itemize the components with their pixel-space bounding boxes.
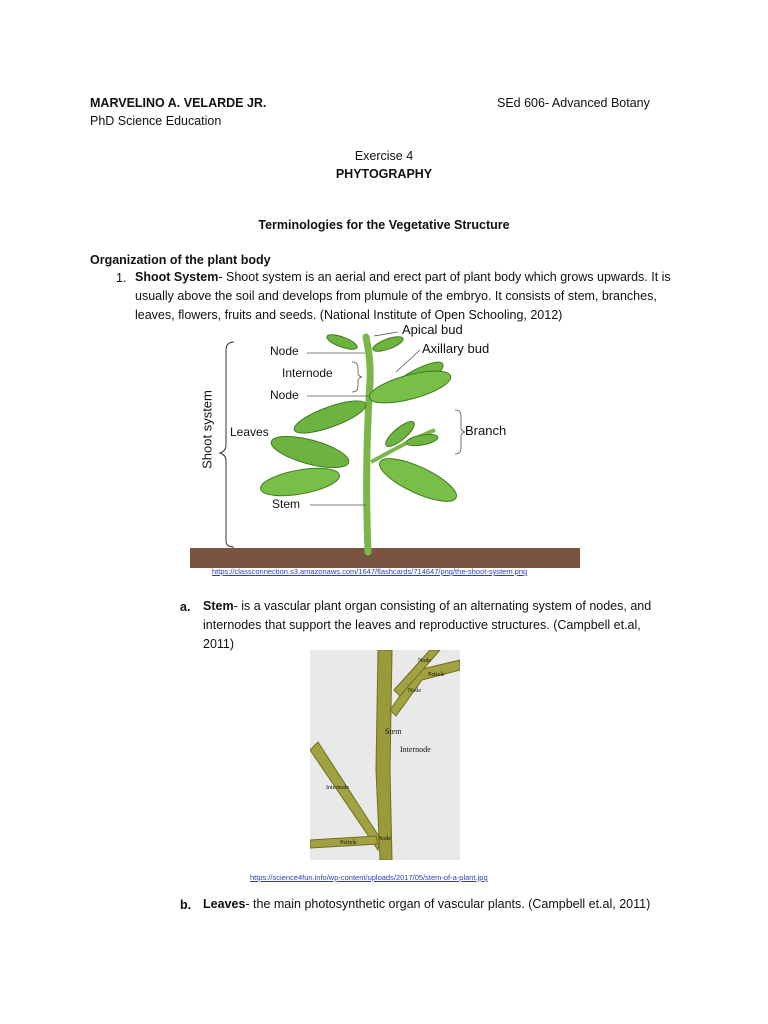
shoot-system-figure [190,322,580,570]
exercise-title: PHYTOGRAPHY [335,167,433,181]
label-internode: Internode [282,366,333,380]
label-node-bottom: Node [378,836,391,842]
list-marker-a: a. [180,600,191,614]
shoot-system-text: - Shoot system is an aerial and erect part of plant body which grows upwards. It is usually above the soil and develops from plumule of the embryo. It consists of stem, branches, leaves, flowers, fruits and seeds. (National Institute of Open Schooling, 2012) [135,270,671,322]
figure1-source-link[interactable]: https://classconnection.s3.amazonaws.com/1647/flashcards/714647/png/the-shoot-system.png [212,567,528,576]
leaves-term: Leaves [203,897,246,911]
label-stem: Stem [385,727,402,736]
label-petiole-bottom: Petiole [340,840,357,846]
list-marker-1: 1. [116,271,127,285]
label-leaves: Leaves [230,425,269,439]
stem-illustration [310,650,460,860]
subsection-title: Organization of the plant body [90,253,271,267]
shoot-system-term: Shoot System [135,270,219,284]
shoot-system-paragraph [135,268,675,325]
label-internode-branch: Internode [326,785,349,791]
figure2-source-link[interactable]: https://science4fun.info/wp-content/uploads/2017/05/stem-of-a-plant.jpg [250,873,488,882]
shoot-system-illustration [190,322,580,570]
label-node-top: Node [270,344,299,358]
stem-figure [310,650,460,860]
author-name: MARVELINO A. VELARDE JR. [90,96,267,110]
label-shoot-system: Shoot system [199,390,215,469]
stem-text: - is a vascular plant organ consisting of an alternating system of nodes, and internodes that support the leaves and reproductive structures. (Campbell et.al, 2011) [203,599,652,651]
label-apical-bud: Apical bud [402,322,463,337]
course-title: SEd 606- Advanced Botany [497,96,650,110]
section-title: Terminologies for the Vegetative Structure [258,218,510,232]
label-node-mid: Node [270,388,299,402]
soil-band [190,548,580,568]
stem-paragraph [203,597,673,654]
label-stem: Stem [272,497,301,511]
exercise-number: Exercise 4 [354,149,414,163]
label-node-top: Node [418,658,431,664]
label-petiole-top: Petiole [428,672,445,678]
leaves-paragraph [203,895,683,914]
stem-term: Stem [203,599,234,613]
label-node-upper: Node [408,688,421,694]
label-axillary-bud: Axillary bud [422,341,490,356]
leaves-text: - the main photosynthetic organ of vascular plants. (Campbell et.al, 2011) [245,897,651,911]
label-internode-main: Internode [400,745,431,754]
program-name: PhD Science Education [90,114,222,128]
list-marker-b: b. [180,898,192,912]
label-branch: Branch [465,423,507,438]
